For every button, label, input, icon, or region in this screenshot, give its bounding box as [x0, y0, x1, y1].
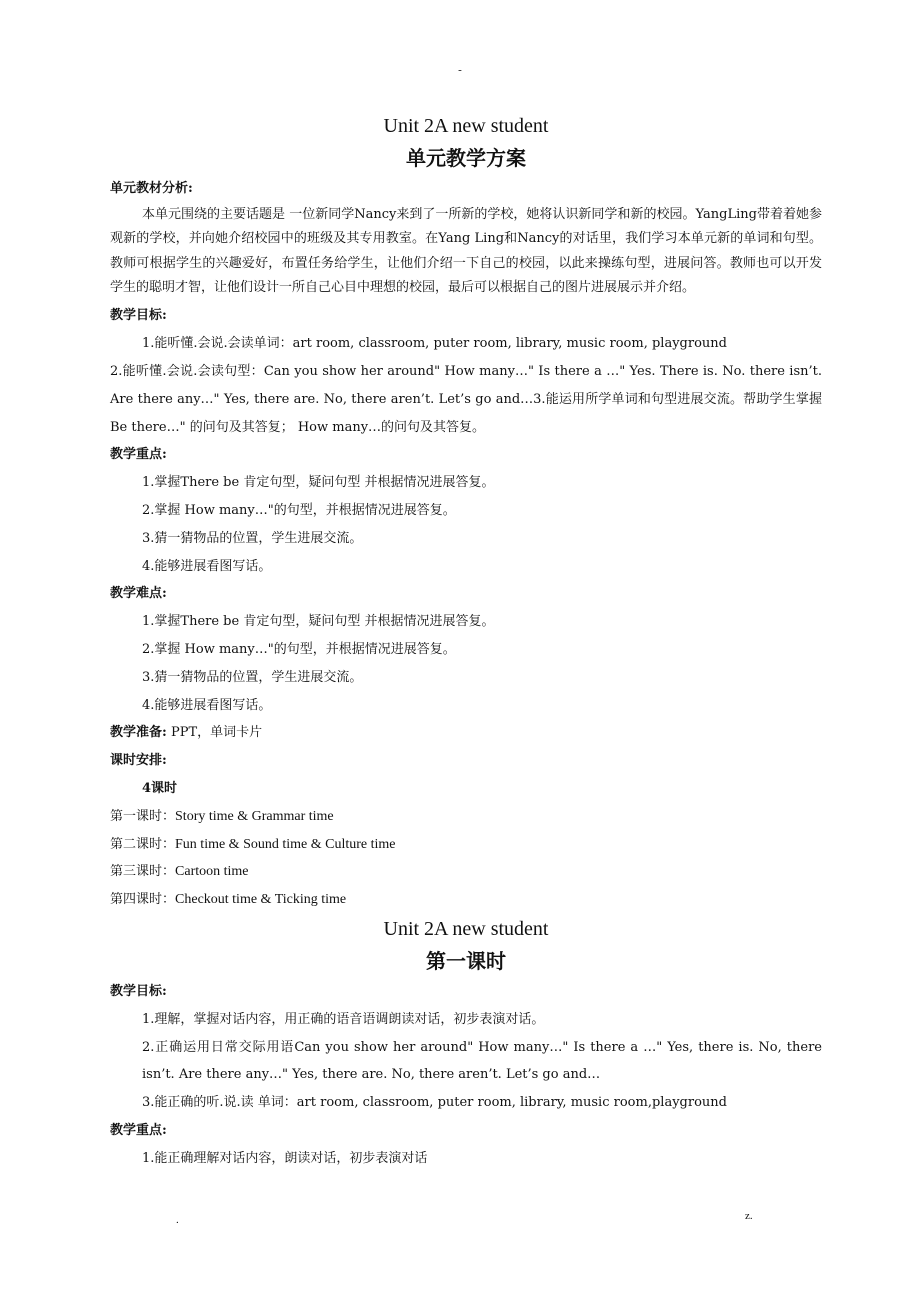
key-point-item: 3.猜一猜物品的位置，学生进展交流。	[142, 530, 363, 546]
lesson1-key-heading: 教学重点:	[110, 1122, 167, 1138]
document-content	[110, 111, 822, 1173]
schedule-lesson-label: 第二课时：	[110, 836, 176, 852]
difficult-point-item: 4.能够进展看图写话。	[142, 697, 272, 713]
key-point-item: 2.掌握 How many…"的句型，并根据情况进展答复。	[142, 503, 456, 518]
lesson1-goals-heading: 教学目标:	[110, 983, 167, 999]
schedule-lesson	[110, 858, 822, 886]
schedule-lesson	[110, 831, 822, 859]
footer-left-mark: .	[176, 1214, 179, 1226]
schedule-lesson-label: 第四课时：	[110, 892, 176, 908]
lesson1-goal-item-1: 1.理解，掌握对话内容，用正确的语音语调朗读对话，初步表演对话。	[142, 1011, 545, 1027]
lesson1-goal-item-2: 2.正确运用日常交际用语Can you show her around" How many…" Is there a …" Yes, there is. No, there isn’t. Are there any…" Yes, there are. No, there aren’t. Let’s go and…	[142, 1039, 822, 1083]
schedule-lesson-value: Fun time & Sound time & Culture time	[175, 836, 396, 852]
prep-value: PPT，单词卡片	[166, 725, 263, 741]
difficult-point-item: 3.猜一猜物品的位置，学生进展交流。	[142, 669, 363, 685]
header-mark: -	[458, 64, 462, 76]
schedule-lesson	[110, 803, 822, 831]
key-point-item: 1.掌握There be 肯定句型，疑问句型 并根据情况进展答复。	[142, 475, 495, 491]
difficult-point-item: 2.掌握 How many…"的句型，并根据情况进展答复。	[142, 641, 456, 657]
schedule-heading: 课时安排:	[110, 753, 167, 769]
footer-right-mark: z.	[745, 1210, 753, 1222]
lesson1-key-item-1: 1.能正确理解对话内容，朗读对话，初步表演对话	[142, 1150, 428, 1166]
difficult-points-heading: 教学难点:	[110, 586, 167, 602]
key-point-item: 4.能够进展看图写话。	[142, 558, 272, 574]
prep-heading: 教学准备:	[110, 725, 167, 741]
schedule-lesson-value: Checkout time & Ticking time	[175, 892, 347, 908]
schedule-lesson-label: 第一课时：	[110, 808, 176, 824]
lesson-title-en: Unit 2A new student	[383, 917, 549, 940]
lesson-title-zh: 第一课时	[426, 948, 506, 973]
difficult-point-item: 1.掌握There be 肯定句型，疑问句型 并根据情况进展答复。	[142, 614, 495, 630]
schedule-lesson-label: 第三课时：	[110, 864, 176, 880]
schedule-total: 4课时	[142, 780, 178, 796]
unit-title-en: Unit 2A new student	[383, 115, 549, 137]
schedule-lesson-value: Cartoon time	[175, 864, 249, 880]
lesson1-goal-item-3: 3.能正确的听.说.读 单词：art room, classroom, puter room, library, music room,playground	[142, 1095, 727, 1111]
key-points-heading: 教学重点:	[110, 447, 167, 463]
unit-title-zh: 单元教学方案	[406, 146, 526, 170]
analysis-paragraph: 本单元围绕的主要话题是 一位新同学Nancy来到了一所新的学校，她将认识新同学和新的校园。YangLing带着着她参观新的学校，并向她介绍校园中的班级及其专用教室。在Yang Ling和Nancy的对话里，我们学习本单元新的单词和句型。教师可根据学生的兴趣爱好，布置任务给学生，让他们介绍一下自己的校园，以此来操练句型，进展问答。教师也可以开发学生的聪明才智，让他们设计一所自己心目中理想的校园，最后可以根据自己的图片进展展示并介绍。	[110, 206, 822, 296]
goals-item-2: 2.能听懂.会说.会读句型：Can you show her around" How many…" Is there a …" Yes. There is. No. there isn’t. Are there any…" Yes, there are. No, there aren’t. Let’s go and…3.能运用所学单词和句型进展交流。帮助学生掌握Be there…" 的问句及其答复； How many…的问句及其答复。	[110, 364, 822, 435]
prep-line	[110, 719, 822, 747]
schedule-lesson	[110, 886, 822, 914]
goals-heading: 教学目标:	[110, 308, 167, 324]
goals-item-1: 1.能听懂.会说.会读单词：art room, classroom, puter room, library, music room, playground	[142, 336, 727, 352]
analysis-heading: 单元教材分析:	[110, 181, 193, 196]
schedule-lesson-value: Story time & Grammar time	[175, 808, 334, 824]
